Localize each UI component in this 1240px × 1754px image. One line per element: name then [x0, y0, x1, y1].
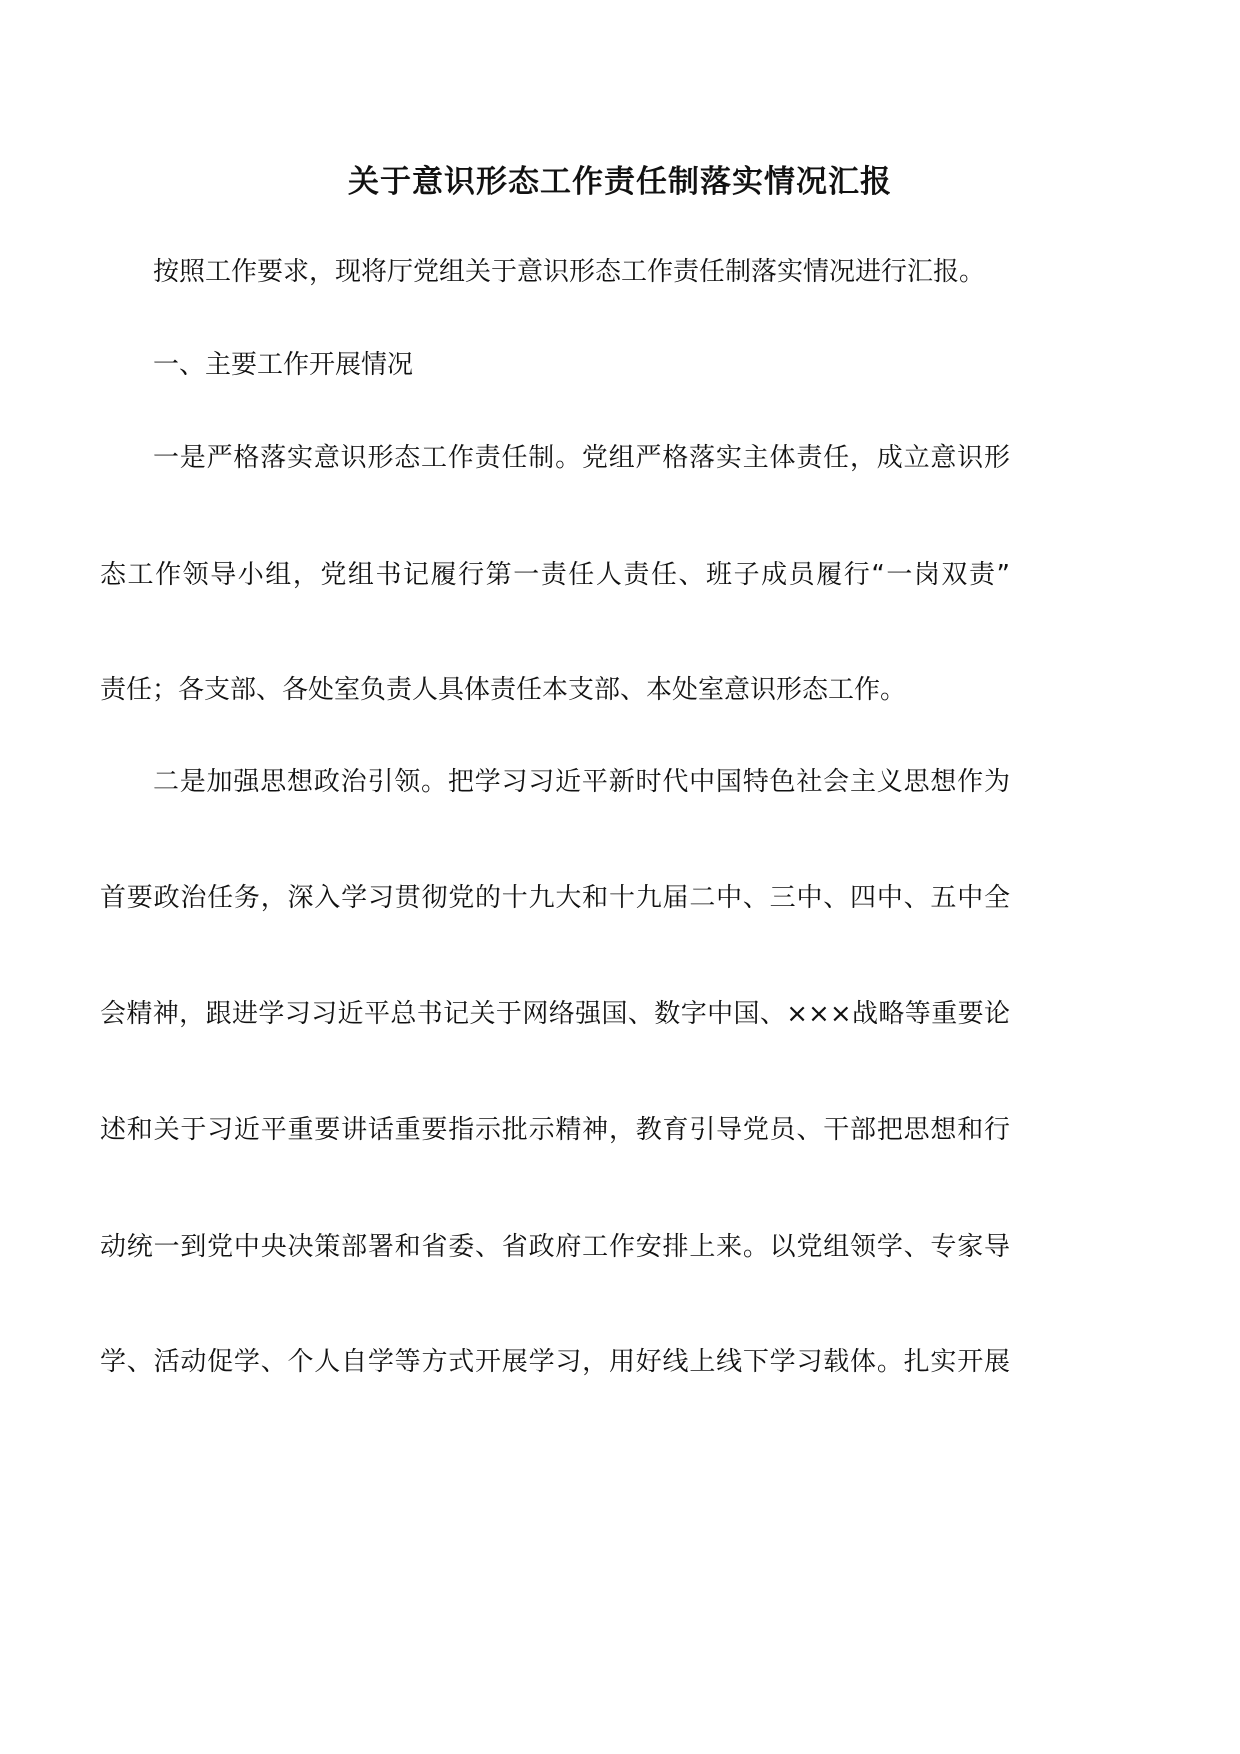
paragraph-line: 述和关于习近平重要讲话重要指示批示精神，教育引导党员、干部把思想和行 — [100, 1115, 1010, 1145]
paragraph-line: 首要政治任务，深入学习贯彻党的十九大和十九届二中、三中、四中、五中全 — [100, 883, 1010, 913]
document-title: 关于意识形态工作责任制落实情况汇报 — [348, 164, 892, 200]
paragraph-line: 二是加强思想政治引领。把学习习近平新时代中国特色社会主义思想作为 — [153, 767, 1010, 797]
paragraph-line: 责任；各支部、各处室负责人具体责任本支部、本处室意识形态工作。 — [100, 675, 907, 705]
intro-paragraph: 按照工作要求，现将厅党组关于意识形态工作责任制落实情况进行汇报。 — [153, 257, 986, 287]
paragraph-line: 态工作领导小组，党组书记履行第一责任人责任、班子成员履行“一岗双责” — [100, 560, 1010, 590]
paragraph-line: 动统一到党中央决策部署和省委、省政府工作安排上来。以党组领学、专家导 — [100, 1232, 1010, 1262]
paragraph-line: 学、活动促学、个人自学等方式开展学习，用好线上线下学习载体。扎实开展 — [100, 1347, 1010, 1377]
paragraph-line: 会精神，跟进学习习近平总书记关于网络强国、数字中国、×××战略等重要论 — [100, 999, 1010, 1029]
paragraph-line: 一是严格落实意识形态工作责任制。党组严格落实主体责任，成立意识形 — [153, 443, 1010, 473]
section-heading: 一、主要工作开展情况 — [153, 350, 414, 380]
